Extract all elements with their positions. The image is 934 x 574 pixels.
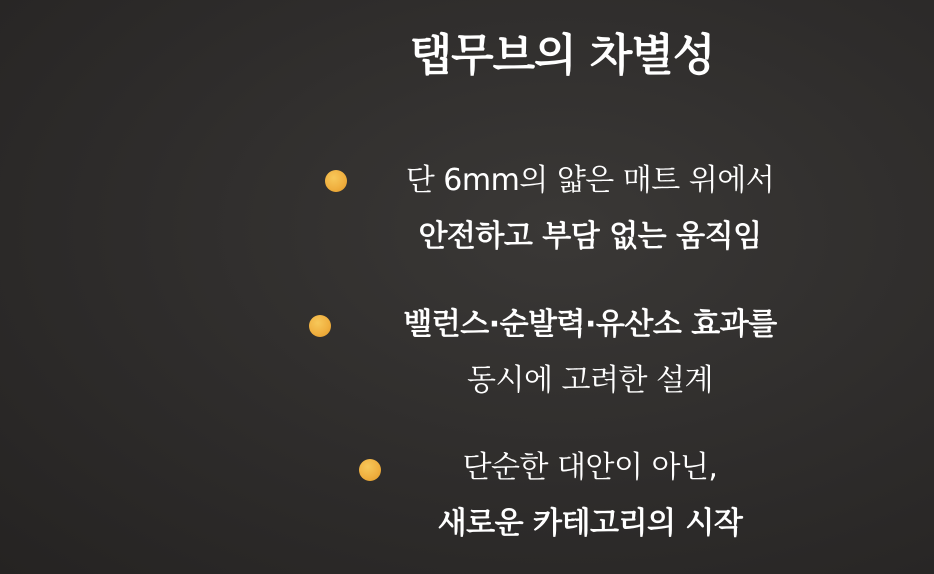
point-3-line-2: 새로운 카테고리의 시작 — [437, 506, 743, 541]
point-2-line-1: 밸런스·순발력·유산소 효과를 — [403, 307, 777, 342]
bullet-dot-2 — [309, 315, 331, 337]
point-1-line-1: 단 6mm의 얇은 매트 위에서 — [405, 163, 775, 198]
page-title: 탭무브의 차별성 — [409, 30, 715, 81]
point-2-line-2: 동시에 고려한 설계 — [467, 363, 713, 398]
point-3-line-1: 단순한 대안이 아닌, — [462, 450, 718, 485]
point-1-line-2: 안전하고 부담 없는 움직임 — [418, 219, 762, 254]
bullet-dot-1 — [325, 170, 347, 192]
bullet-dot-3 — [359, 459, 381, 481]
